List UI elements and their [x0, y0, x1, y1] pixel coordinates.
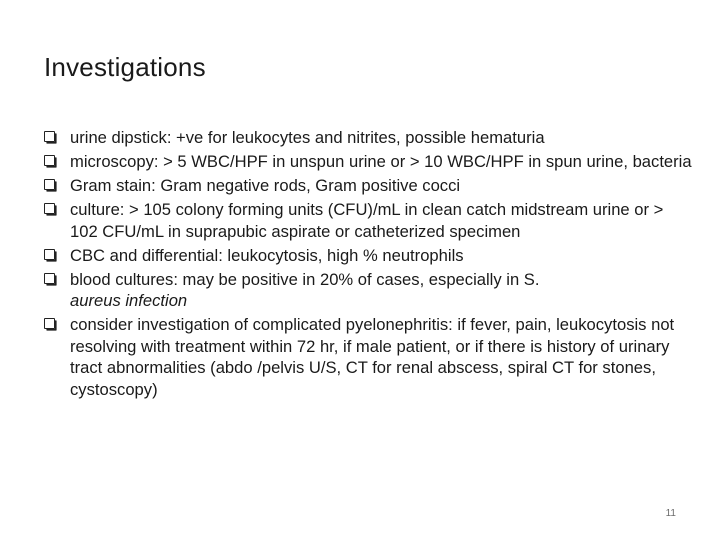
page-number: 11 [665, 508, 676, 519]
checkbox-bullet-icon [44, 179, 55, 190]
list-item-italic-text: aureus infection [70, 291, 188, 310]
list-item-text: microscopy: > 5 WBC/HPF in unspun urine or > 10 WBC/HPF in spun urine, bacteria [70, 152, 692, 171]
list-item-microscopy [44, 151, 694, 173]
list-item-culture [44, 199, 694, 242]
list-item-text: CBC and differential: leukocytosis, high % neutrophils [70, 245, 464, 265]
checkbox-bullet-icon [44, 155, 55, 166]
list-item-blood-cultures [44, 269, 694, 312]
checkbox-bullet-icon [44, 203, 55, 214]
list-item-complicated-pyelonephritis [44, 314, 694, 400]
list-item-gram-stain [44, 175, 694, 197]
investigations-list [44, 127, 694, 403]
checkbox-bullet-icon [44, 249, 55, 260]
list-item-text: Gram stain: Gram negative rods, Gram positive cocci [70, 176, 461, 195]
list-item-urine-dipstick [44, 127, 694, 149]
list-item-cbc [44, 245, 694, 267]
list-item-text: consider investigation of complicated pyelonephritis: if fever, pain, leukocytosis not resolving with treatment within 72 hr, if male patient, or if there is history of urinary tract abnormalities (abdo /pelvis U/S, CT for renal abscess, spiral CT for stones, cystoscopy) [70, 315, 675, 399]
list-item-text: urine dipstick: +ve for leukocytes and nitrites, possible hematuria [70, 128, 545, 147]
slide-title: Investigations [44, 52, 206, 82]
list-item-text: culture: > 105 colony forming units (CFU)/mL in clean catch midstream urine or > 102 CFU/mL in suprapubic aspirate or catheterized specimen [70, 200, 664, 241]
checkbox-bullet-icon [44, 318, 55, 329]
checkbox-bullet-icon [44, 131, 55, 142]
checkbox-bullet-icon [44, 273, 55, 284]
list-item-text: blood cultures: may be positive in 20% of cases, especially in S. [70, 269, 540, 289]
